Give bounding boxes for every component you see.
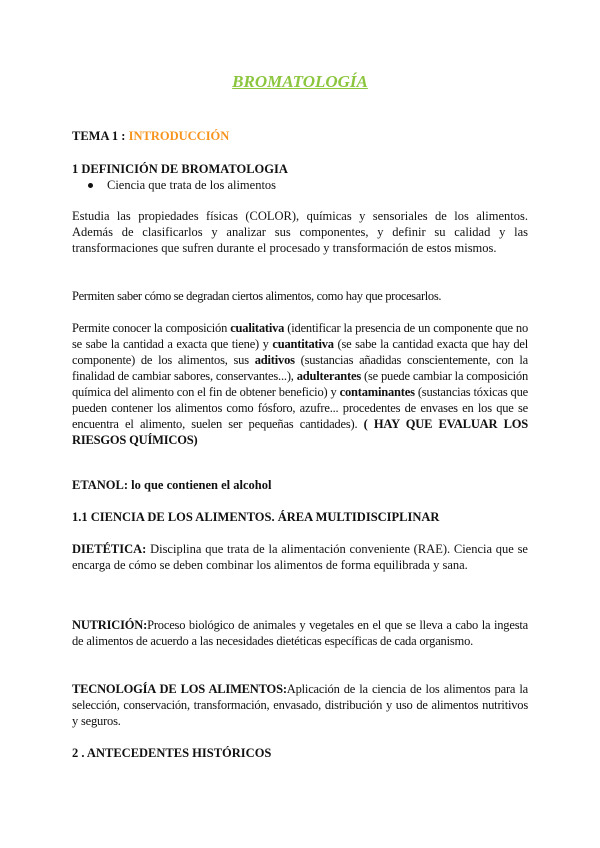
- section-1-heading: 1 DEFINICIÓN DE BROMATOLOGIA: [72, 162, 288, 176]
- tecnologia-text: Aplicación de la ciencia de los alimentos para la selección, conservación, transformación, envasado, distribución y uso de alimentos nutritivos y seguros.: [72, 682, 528, 728]
- term-adulterantes: adulterantes: [296, 369, 361, 383]
- paragraph-nutricion: [72, 617, 528, 649]
- paragraph-permiten: Permiten saber cómo se degradan ciertos alimentos, como hay que procesarlos.: [72, 289, 442, 303]
- term-contaminantes: contaminantes: [339, 385, 415, 399]
- text-run: (se puede cambiar la composición química del alimento con el fin de obtener beneficio) y: [72, 369, 528, 399]
- paragraph-composicion: [72, 320, 528, 448]
- etanol-line: ETANOL: lo que contienen el alcohol: [72, 478, 272, 492]
- text-run: (se sabe la cantidad exacta que hay del componente) de los alimentos, sus: [72, 337, 528, 367]
- document-title: BROMATOLOGÍA: [232, 72, 368, 91]
- term-aditivos: aditivos: [254, 353, 295, 367]
- text-run: (sustancias añadidas conscientemente, con la finalidad de cambiar sabores, conservantes...),: [72, 353, 528, 383]
- term-dietetica: DIETÉTICA:: [72, 542, 147, 556]
- text-run: Permite conocer la composición: [72, 321, 231, 335]
- bullet-dot-icon: [88, 183, 93, 188]
- bullet-item: [88, 177, 528, 193]
- paragraph-estudia: Estudia las propiedades físicas (COLOR), químicas y sensoriales de los alimentos. Además de clasificarlos y analizar sus componentes, y definir su calidad y las transformaciones que sufren durante el procesado y transformación de estos mismos.: [72, 209, 528, 255]
- tema-heading: [72, 128, 528, 144]
- section-2-heading: 2 . ANTECEDENTES HISTÓRICOS: [72, 746, 272, 760]
- tema-highlight: INTRODUCCIÓN: [128, 129, 230, 143]
- bullet-text: Ciencia que trata de los alimentos: [107, 178, 277, 192]
- paragraph-dietetica: [72, 541, 528, 573]
- tema-label: TEMA 1 :: [72, 129, 129, 143]
- term-cualitativa: cualitativa: [230, 321, 285, 335]
- term-nutricion: NUTRICIÓN:: [72, 618, 148, 632]
- text-run: (sustancias tóxicas que pueden contener los alimentos como fósforo, azufre... procedentes de envases en los que se encuentra el alimento, suelen ser pequeñas cantidades).: [72, 385, 528, 431]
- term-tecnologia: TECNOLOGÍA DE LOS ALIMENTOS:: [72, 682, 287, 696]
- section-1-1-heading: 1.1 CIENCIA DE LOS ALIMENTOS. ÁREA MULTIDISCIPLINAR: [72, 510, 440, 524]
- dietetica-text: Disciplina que trata de la alimentación conveniente (RAE). Ciencia que se encarga de cómo se deben combinar los alimentos de forma equilibrada y sana.: [72, 542, 528, 572]
- riesgos-quimicos-note: ( HAY QUE EVALUAR LOS RIESGOS QUÍMICOS): [72, 417, 528, 447]
- term-cuantitativa: cuantitativa: [272, 337, 334, 351]
- paragraph-tecnologia: [72, 681, 528, 729]
- text-run: (identificar la presencia de un componente que no se sabe la cantidad a exacta que tiene) y: [72, 321, 528, 351]
- nutricion-text: Proceso biológico de animales y vegetales en el que se lleva a cabo la ingesta de alimentos de acuerdo a las necesidades dietéticas específicas de cada organismo.: [72, 618, 528, 648]
